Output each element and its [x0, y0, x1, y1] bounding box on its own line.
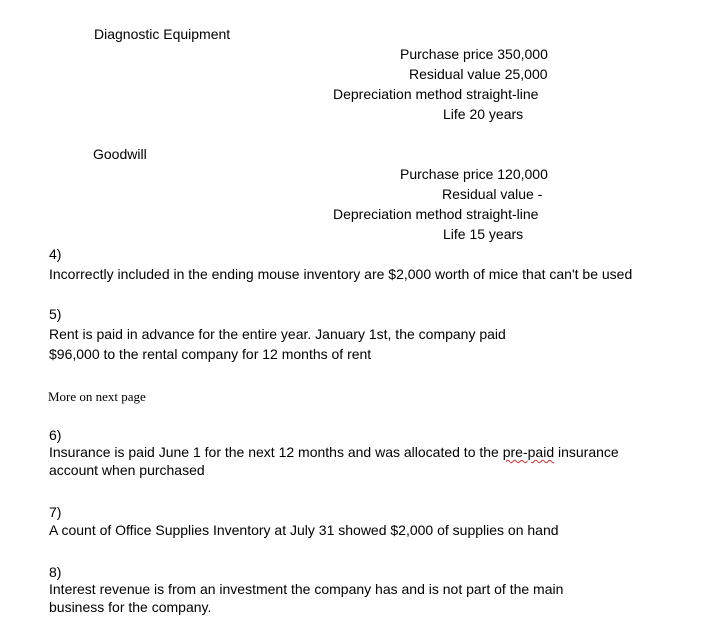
item-4-number: 4) [49, 246, 62, 262]
item-6-number: 6) [49, 427, 62, 443]
item-8-line-2: business for the company. [49, 599, 212, 615]
goodwill-residual-value: Residual value - [442, 186, 543, 202]
item-6-line-1 [49, 444, 619, 460]
diagnostic-equipment-residual-value: Residual value 25,000 [409, 66, 548, 82]
diagnostic-equipment-purchase-price: Purchase price 350,000 [400, 46, 548, 62]
item-8-number: 8) [49, 564, 62, 580]
item-7-number: 7) [49, 504, 62, 520]
item-6-line-1-start: Insurance is paid June 1 for the next 12 months and was allocated to the [49, 444, 503, 460]
item-7-text: A count of Office Supplies Inventory at July 31 showed $2,000 of supplies on hand [49, 522, 559, 538]
diagnostic-equipment-depreciation-method: Depreciation method straight-line [333, 86, 539, 102]
more-on-next-page-note: More on next page [48, 389, 146, 404]
goodwill-depreciation-method: Depreciation method straight-line [333, 206, 539, 222]
spellcheck-flagged-word[interactable]: pre-paid [502, 444, 555, 460]
diagnostic-equipment-heading: Diagnostic Equipment [94, 26, 231, 42]
item-6-line-1-end: insurance [554, 444, 619, 460]
item-5-number: 5) [49, 306, 62, 322]
item-8-line-1: Interest revenue is from an investment the company has and is not part of the main [49, 581, 564, 597]
item-5-line-2: $96,000 to the rental company for 12 months of rent [49, 346, 372, 362]
goodwill-purchase-price: Purchase price 120,000 [400, 166, 548, 182]
item-6-line-2: account when purchased [49, 462, 205, 478]
goodwill-life: Life 15 years [443, 226, 524, 242]
goodwill-heading: Goodwill [93, 146, 147, 162]
diagnostic-equipment-life: Life 20 years [443, 106, 524, 122]
item-4-text: Incorrectly included in the ending mouse inventory are $2,000 worth of mice that can't be used [49, 266, 633, 282]
item-5-line-1: Rent is paid in advance for the entire year. January 1st, the company paid [49, 326, 506, 342]
